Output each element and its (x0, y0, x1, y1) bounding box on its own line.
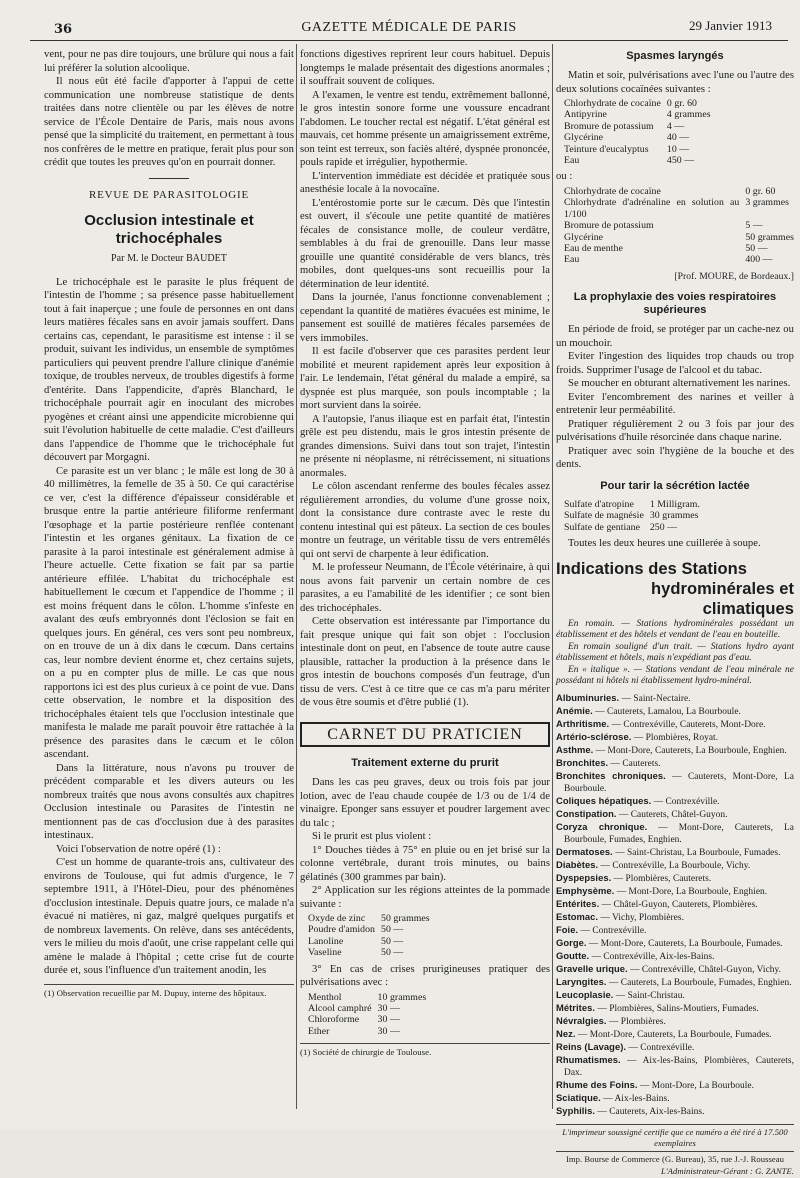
paragraph: ou : (556, 171, 573, 183)
paragraph: Ce parasite est un ver blanc ; le mâle est long de 30 à 40 millimètres, la femelle de 35 à 50. Ce qui caractérise ce ver, c'est la différence d'épaisseur considérable et brusque entre la partie antérieure filiforme renfermant l'œsophage et la partie postérieure renflée contenant l'intestin et les organes génitaux. La fixation de ce parasite à la paroi intestinale est généralement admise à l'heure actuelle. Cette fixation se fait par sa partie antérieure effilée. L'habitat du trichocéphale est habituellement le cœcum et l'appendice de l'homme ; il est moins fréquent dans le côlon. L'homme s'infeste en avalant des œufs embryonnés dont l'éclosion se fait en quelques jours. En général, ces vers sont peu nombreux, on en trouve de un à dix dans le cœcum. Dans certains cas, leur nombre devient énorme et, chez certains sujets, on a pu en compter plus de mille. Le cas que nous rapportons ici est des plus curieux à ce point de vue. Dans cette observation, le nombre et la disposition des trichocéphales étaient tels que l'occlusion intestinale que manifesta le malade me paraît pouvoir être rattachée à la présence des parasites dans le cæcum et le côlon ascendant. (44, 465, 294, 760)
station-names: — Saint-Christau, La Bourboule, Fumades. (612, 848, 781, 859)
station-entry (556, 795, 794, 808)
condition-name: Rhumatismes. (556, 1054, 621, 1066)
paragraph: Dans la littérature, nous n'avons pu trouver de précédent comparable et les divers auteurs ou les nombreux traités que nous avons consultés aux chapitres Occlusion intestinale ou Parasites de l'intestin ne mentionnent pas de cas d'occlusion due à des parasites intestinaux. (44, 762, 294, 841)
station-entry (556, 989, 794, 1002)
station-entry (556, 1002, 794, 1015)
ingredient: Chlorhydrate de cocaïne (564, 185, 661, 197)
paragraph: 3° En cas de crises prurigineuses pratiquer des pulvérisations avec : (300, 963, 550, 989)
station-names: — Contrexéville, Aix-les-Bains. (589, 952, 715, 963)
condition-name: Coliques hépatiques. (556, 795, 652, 807)
station-entry (556, 718, 794, 731)
quantity: 40 — (666, 132, 690, 144)
condition-name: Laryngites. (556, 976, 607, 988)
condition-name: Asthme. (556, 744, 594, 756)
station-names: — Plombières, Cauterets. (611, 874, 712, 885)
quantity: 10 grammes (377, 991, 427, 1003)
station-names: — Cauterets, Aix-les-Bains. (595, 1107, 705, 1118)
prescription-row (564, 132, 711, 143)
condition-name: Entérites. (556, 898, 600, 910)
condition-name: Goutte. (556, 950, 590, 962)
stations-heading-line1: Indications des Stations (556, 559, 747, 578)
paragraph: Dans les cas peu graves, deux ou trois fois par jour lotion, avec de l'eau chaude coupée de 1/3 ou de 1/4 de vinaigre. Eponger sans essuyer et poudrer largement avec du talc ; (300, 777, 550, 829)
column-2 (300, 48, 550, 1120)
ingredient: Lanoline (308, 935, 344, 947)
paragraph: vent, pour ne pas dire toujours, une brûlure qui nous a fait lui préférer la solution alcoolique. (44, 49, 294, 74)
paragraph: A l'autopsie, l'anus iliaque est en parfait état, l'intestin grêle est peu distendu, mais le gros intestin présente de grandes dimensions. Suivi dans tout son trajet, l'intestin ne présente ni néoplasme, ni rétrécissement, ni situations anormales. (300, 413, 550, 479)
quantity: 400 — (745, 254, 773, 266)
paragraph: Si le prurit est plus violent : (312, 831, 432, 842)
column-3 (556, 48, 794, 1176)
condition-name: Névralgies. (556, 1015, 607, 1027)
quantity: 50 — (745, 242, 768, 254)
prescription-table (564, 499, 700, 533)
station-entry (556, 898, 794, 911)
prescription-table (564, 186, 794, 266)
station-names: — Cauterets. (608, 759, 661, 770)
prescription-table (308, 913, 430, 959)
station-entry (556, 1015, 794, 1028)
station-entry (556, 846, 794, 859)
quantity: 30 — (377, 1003, 400, 1015)
ingredient: Oxyde de zinc (308, 913, 366, 924)
paragraph: L'entérostomie porte sur le cæcum. Dès que l'intestin est ouvert, il s'écoule une petite quantité de matières fécales de consistance molle, de couleur verdâtre, semblables à du frai de grenouille. Dans leur masse grouille une quantité considérable de vers blancs, très mobiles, dont quelques-uns sont recueillis pour la détermination de leur identité. (300, 197, 550, 290)
ingredient: Eau de menthe (564, 242, 623, 254)
station-names: — Mont-Dore, La Bourboule, Enghien. (614, 887, 768, 898)
prescription-row (308, 1014, 426, 1025)
condition-name: Artério-sclérose. (556, 731, 632, 743)
prescription-row (564, 232, 794, 243)
paragraph: Il est facile d'observer que ces parasites perdent leur mobilité et meurent rapidement après leur exposition à l'air. Le lendemain, l'état général du malade a empiré, sa dyspnée est plus marquée, son pouls incomptable ; la mort survient dans la soirée. (300, 346, 550, 411)
prescription-row (564, 499, 700, 510)
spasmes-heading: Spasmes laryngés (626, 50, 724, 62)
paragraph: Il nous eût été facile d'apporter à l'appui de cette communication une nombreuse statistique de dents traitées dans notre clientèle ou par les élèves de notre service de l'École Dentaire de Paris, mais nous avons pensé que la simplicité du traitement, en permettant à tous nos confrères de le mettre en pratique, ferait plus pour son crédit que toutes les preuves qu'on en pourrait donner. (44, 76, 294, 168)
prescription-table (564, 98, 711, 166)
quantity: 4 — (666, 120, 685, 132)
prescription-row (308, 947, 430, 958)
article-title: Occlusion intestinale et trichocéphales (84, 212, 254, 247)
condition-name: Reins (Lavage). (556, 1041, 627, 1053)
ingredient: Sulfate d'atropine (564, 498, 634, 510)
paragraph: Eviter l'ingestion des liquides trop chauds ou trop froids. Supprimer l'usage de l'alcool et du tabac. (556, 351, 794, 376)
station-names: — Plombières, Salins-Moutiers, Fumades. (595, 1004, 759, 1015)
ingredient: Bromure de potassium (564, 220, 654, 232)
condition-name: Foie. (556, 924, 579, 936)
station-names: — Cauterets, Châtel-Guyon. (616, 810, 728, 821)
section-heading: REVUE DE PARASITOLOGIE (89, 188, 249, 201)
prescription-row (564, 109, 711, 120)
journal-title: GAZETTE MÉDICALE DE PARIS (301, 20, 517, 35)
station-entry (556, 808, 794, 821)
printer-imprint: Imp. Bourse de Commerce (G. Bureau), 35, rue J.-J. Rousseau (556, 1151, 794, 1165)
prescription-row (308, 992, 426, 1003)
legend-note: En romain. — Stations hydrominérales possédant un établissement et des hôtels et vendant de l'eau en bouteille. (556, 618, 794, 641)
prescription-row (308, 1003, 426, 1014)
column-divider (296, 44, 297, 1109)
condition-name: Diabètes. (556, 859, 599, 871)
article-byline: Par M. le Docteur BAUDET (111, 253, 227, 264)
paragraph: C'est un homme de quarante-trois ans, cultivateur des environs de Toulouse, qui fut admis d'urgence, le 7 septembre 1911, à l'Hôtel-Dieu, pour des phénomènes d'occlusion intestinale. Depuis quatre jours, ce malade n'a évacué ni matières, ni gaz, malgré quelques purgatifs et de nombreux lavements. On relève, dans ses antécédents, vers le milieu du mois d'août, une crise rappelant celle qui amène le malade à l'hôpital ; cette crise fut de courte durée et, sous l'influence d'un traitement anodin, les (44, 857, 294, 976)
column-1 (44, 48, 294, 1108)
ingredient: Menthol (308, 991, 342, 1003)
quantity: 50 grammes (381, 913, 430, 924)
stations-heading-line2: hydrominérales et climatiques (651, 579, 794, 618)
condition-name: Coryza chronique. (556, 821, 648, 833)
prescription-row (564, 243, 794, 254)
station-entry (556, 872, 794, 885)
ingredient: Glycérine (564, 231, 604, 243)
condition-name: Leucoplasie. (556, 989, 614, 1001)
quantity: 4 grammes (666, 109, 711, 121)
prescription-row (564, 197, 794, 220)
prophylaxie-heading: La prophylaxie des voies respiratoires supérieures (573, 291, 777, 317)
stations-list (556, 692, 794, 1118)
quantity: 30 — (377, 1014, 400, 1026)
paragraph: Dans la journée, l'anus fonctionne convenablement ; cependant la quantité de matières évacuées est minime, le pansement est souillé de matières fécales parsemées de vers immobiles. (300, 292, 550, 344)
station-entry (556, 1092, 794, 1105)
prescription-row (308, 913, 430, 924)
footnote: (1) Société de chirurgie de Toulouse. (300, 1043, 550, 1058)
station-entry (556, 1041, 794, 1054)
station-entry (556, 1105, 794, 1118)
paragraph: 2° Application sur les régions atteintes de la pommade suivante : (300, 885, 550, 910)
station-names: — Contrexéville. (651, 797, 720, 808)
administrator-signature: L'Administrateur-Gérant : G. ZANTE. (660, 1165, 794, 1176)
station-names: — Vichy, Plombières. (598, 913, 684, 924)
station-names: — Mont-Dore, Cauterets, La Bourboule, Enghien. (593, 746, 787, 757)
prescription-row (564, 186, 794, 197)
station-entry (556, 770, 794, 795)
quantity: 0 gr. 60 (666, 98, 697, 109)
ingredient: Eau (564, 155, 580, 167)
station-names: — Contrexéville. (578, 926, 647, 937)
ingredient: Bromure de potassium (564, 120, 654, 132)
condition-name: Albuminuries. (556, 692, 620, 704)
condition-name: Gravelle urique. (556, 963, 628, 975)
station-entry (556, 731, 794, 744)
ingredient: Poudre d'amidon (308, 924, 376, 936)
lactee-heading: Pour tarir la sécrétion lactée (600, 479, 750, 492)
station-entry (556, 1054, 794, 1079)
quantity: 50 — (381, 935, 404, 947)
station-names: — Saint-Christau. (613, 991, 685, 1002)
station-entry (556, 911, 794, 924)
issue-date: 29 Janvier 1913 (688, 18, 772, 33)
condition-name: Métrites. (556, 1002, 596, 1014)
quantity: 1 Milligram. (649, 498, 700, 510)
paragraph: Le trichocéphale est le parasite le plus fréquent de l'intestin de l'homme ; sa présence passe habituellement tout à fait inaperçue ; une foule de personnes en ont dans leurs matières fécales sans en avoir jamais souffert. Dans certains cas, cependant, le parasitisme est intense : il se produit, suivant les individus, un ensemble de symptômes particuliers qui peuvent prendre l'allure clinique d'anémie toxique, de troubles nerveux, de troubles digestifs à forme d'entérite. Dans l'appendicite, d'après Blanchard, le trichocéphale pourrait agir en inoculant des microbes pyogènes et créant ainsi une appendicite microbienne qui suit l'évolution habituelle de cette maladie. C'est d'ailleurs dans l'appendice de l'homme que le trichocéphale fut découvert par Morgagni. (44, 276, 294, 463)
condition-name: Constipation. (556, 808, 617, 820)
separator (149, 178, 189, 179)
legend-note: En romain souligné d'un trait. — Stations hydro ayant établissement et hôtels, mais n'expédiant pas d'eau. (556, 641, 794, 664)
station-names: — Contrexéville, La Bourboule, Vichy. (598, 861, 751, 872)
legend-note: En « italique ». — Stations vendant de l'eau minérale ne possédant ni hôtels ni établissement hydro-minéral. (556, 664, 794, 687)
quantity: 30 — (377, 1025, 400, 1037)
stations-heading (556, 559, 794, 619)
condition-name: Bronchites chroniques. (556, 770, 666, 782)
paragraph: Voici l'observation de notre opéré (1) : (56, 843, 221, 855)
paragraph: Eviter l'encombrement des narines et veiller à entretenir leur perméabilité. (556, 391, 794, 417)
condition-name: Sciatique. (556, 1092, 601, 1104)
paragraph: Pratiquer avec soin l'hygiène de la bouche et des dents. (556, 445, 794, 471)
condition-name: Rhume des Foins. (556, 1079, 638, 1091)
prescription-row (564, 510, 700, 521)
station-names: — Contrexéville. (626, 1043, 695, 1054)
prescription-table (308, 992, 426, 1038)
station-names: — Aix-les-Bains, Plombières, Cauterets, Dax. (564, 1056, 794, 1079)
paragraph: M. le professeur Neumann, de l'École vétérinaire, à qui nous avons fait parvenir un certain nombre de ces parasites, a eu l'amabilité de les identifier ; ce sont bien des trichocéphales. (300, 562, 550, 614)
condition-name: Bronchites. (556, 757, 609, 769)
station-names: — Plombières, Royat. (631, 733, 719, 744)
station-names: — Châtel-Guyon, Cauterets, Plombières. (599, 900, 758, 911)
station-entry (556, 885, 794, 898)
quantity: 50 grammes (745, 231, 794, 243)
prescription-row (564, 144, 711, 155)
station-names: — Mont-Dore, La Bourboule. (637, 1081, 754, 1092)
ingredient: Chloroforme (308, 1014, 360, 1026)
condition-name: Dyspepsies. (556, 872, 612, 884)
station-names: — Contrexéville, Châtel-Guyon, Vichy. (627, 965, 782, 976)
prescription-row (564, 220, 794, 231)
footnote: (1) Observation recueillie par M. Dupuy, interne des hôpitaux. (44, 984, 294, 999)
page-number: 36 (54, 22, 73, 37)
prescription-row (308, 936, 430, 947)
condition-name: Emphysème. (556, 885, 615, 897)
station-entry (556, 705, 794, 718)
station-entry (556, 937, 794, 950)
quantity: 3 grammes (745, 197, 790, 209)
quantity: 50 — (381, 947, 404, 959)
carnet-heading: CARNET DU PRATICIEN (300, 722, 550, 748)
quantity: 450 — (666, 155, 695, 167)
station-names: — Contrexéville, Cauterets, Mont-Dore. (609, 720, 766, 731)
paragraph: Pratiquer régulièrement 2 ou 3 fois par jour des pulvérisations d'huile résorcinée dans chaque narine. (556, 418, 794, 444)
station-entry (556, 692, 794, 705)
ingredient: Vaseline (308, 947, 342, 959)
condition-name: Estomac. (556, 911, 599, 923)
station-names: — Mont-Dore, Cauterets, La Bourboule, Fumades, Enghien. (564, 823, 794, 846)
prescription-row (564, 121, 711, 132)
paragraph: En période de froid, se protéger par un cache-nez ou un mouchoir. (556, 324, 794, 349)
paragraph: Matin et soir, pulvérisations avec l'une ou l'autre des deux solutions cocaïnées suivantes : (556, 70, 794, 95)
station-names: — Mont-Dore, Cauterets, La Bourboule, Fumades. (575, 1030, 772, 1041)
condition-name: Anémie. (556, 705, 593, 717)
station-names: — Plombières. (606, 1017, 666, 1028)
ingredient: Eau (564, 254, 580, 266)
station-entry (556, 1079, 794, 1092)
paragraph: L'intervention immédiate est décidée et pratiquée sous anesthésie locale à la novocaïne. (300, 170, 550, 195)
station-entry (556, 963, 794, 976)
station-names: — Saint-Nectaire. (619, 694, 691, 705)
quantity: 50 — (381, 924, 404, 936)
station-entry (556, 950, 794, 963)
prescription-row (564, 155, 711, 166)
ingredient: Alcool camphré (308, 1003, 372, 1015)
station-names: — Cauterets, Mont-Dore, La Bourboule. (564, 772, 794, 795)
ingredient: Ether (308, 1025, 330, 1037)
prescription-row (308, 1026, 426, 1037)
prurit-heading: Traitement externe du prurit (351, 757, 499, 769)
ingredient: Teinture d'eucalyptus (564, 143, 649, 155)
station-entry (556, 976, 794, 989)
paragraph: Toutes les deux heures une cuillerée à soupe. (568, 538, 761, 549)
ingredient: Sulfate de gentiane (564, 521, 641, 533)
condition-name: Syphilis. (556, 1105, 596, 1117)
paragraph: Le côlon ascendant renferme des boules fécales assez régulièrement arrondies, du volume d'une grosse noix, dont la consistance dure contraste avec le reste du contenu intestinal qui est pâteux. La section de ces boules montre un feutrage, un véritable tissu de vers entremêlés qui ont servi de charpente à leur édification. (300, 481, 550, 560)
station-entry (556, 924, 794, 937)
station-entry (556, 757, 794, 770)
column-divider (552, 44, 553, 1109)
paragraph: Se moucher en obturant alternativement les narines. (568, 378, 791, 390)
condition-name: Gorge. (556, 937, 587, 949)
quantity: 0 gr. 60 (745, 185, 776, 197)
ingredient: Sulfate de magnésie (564, 510, 644, 522)
quantity: 10 — (666, 143, 690, 155)
prescription-row (564, 98, 711, 109)
station-entry (556, 1028, 794, 1041)
station-entry (556, 859, 794, 872)
prescription-row (564, 254, 794, 265)
paragraph: 1° Douches tièdes à 75° en pluie ou en jet brisé sur la colonne vertébrale, durant trois minutes, ou bains gélatinés (300 grammes par bain). (300, 844, 550, 883)
quantity: 250 — (649, 521, 678, 533)
quantity: 5 — (745, 220, 763, 232)
station-entry (556, 821, 794, 846)
prescription-row (564, 522, 700, 533)
ingredient: Chlorhydrate de cocaïne (564, 98, 661, 109)
ingredient: Chlorhydrate d'adrénaline en solution au 1/100 (564, 197, 740, 220)
ingredient: Antipyrine (564, 109, 607, 121)
author-signature: [Prof. MOURE, de Bordeaux.] (674, 270, 794, 282)
quantity: 30 grammes (649, 510, 699, 522)
condition-name: Nez. (556, 1028, 576, 1040)
station-entry (556, 744, 794, 757)
station-names: — Cauterets, Lamalou, La Bourboule. (592, 707, 741, 718)
station-names: — Aix-les-Bains. (600, 1094, 670, 1105)
running-header (30, 18, 788, 41)
ingredient: Glycérine (564, 132, 604, 144)
paragraph: fonctions digestives reprirent leur cours habituel. Depuis longtemps le malade présentait des digestions anormales ; il souffrait souvent de coliques. (300, 49, 550, 87)
print-certification: L'imprimeur soussigné certifie que ce numéro a été tiré à 17.500 exemplaires (556, 1124, 794, 1148)
condition-name: Dermatoses. (556, 846, 613, 858)
paragraph: Cette observation est intéressante par l'importance du fait presque unique qui fait son objet : l'occlusion intestinale dont on peut, en l'absence de toute autre cause plausible, rattacher la production à la présence dans le gros intestin de bouchons composés d'un feutrage, d'un tissu de vers. C'est à ce titre que ce cas m'a paru mériter de vous être soumis et d'être publié (1). (300, 616, 550, 708)
paragraph: A l'examen, le ventre est tendu, extrêmement ballonné, le gros intestin sonore forme une voussure encadrant l'abdomen. Le toucher rectal est négatif. L'état général est mauvais, cet homme présente un amaigrissement extrême, son teint est terreux, son faciès altéré, dyspnée prononcée, pouls rapide et irrégulier, hypothermie. (300, 89, 550, 168)
condition-name: Arthritisme. (556, 718, 610, 730)
station-names: — Cauterets, La Bourboule, Fumades, Enghien. (606, 978, 792, 989)
station-names: — Mont-Dore, Cauterets, La Bourboule, Fumades. (586, 939, 783, 950)
prescription-row (308, 924, 430, 935)
